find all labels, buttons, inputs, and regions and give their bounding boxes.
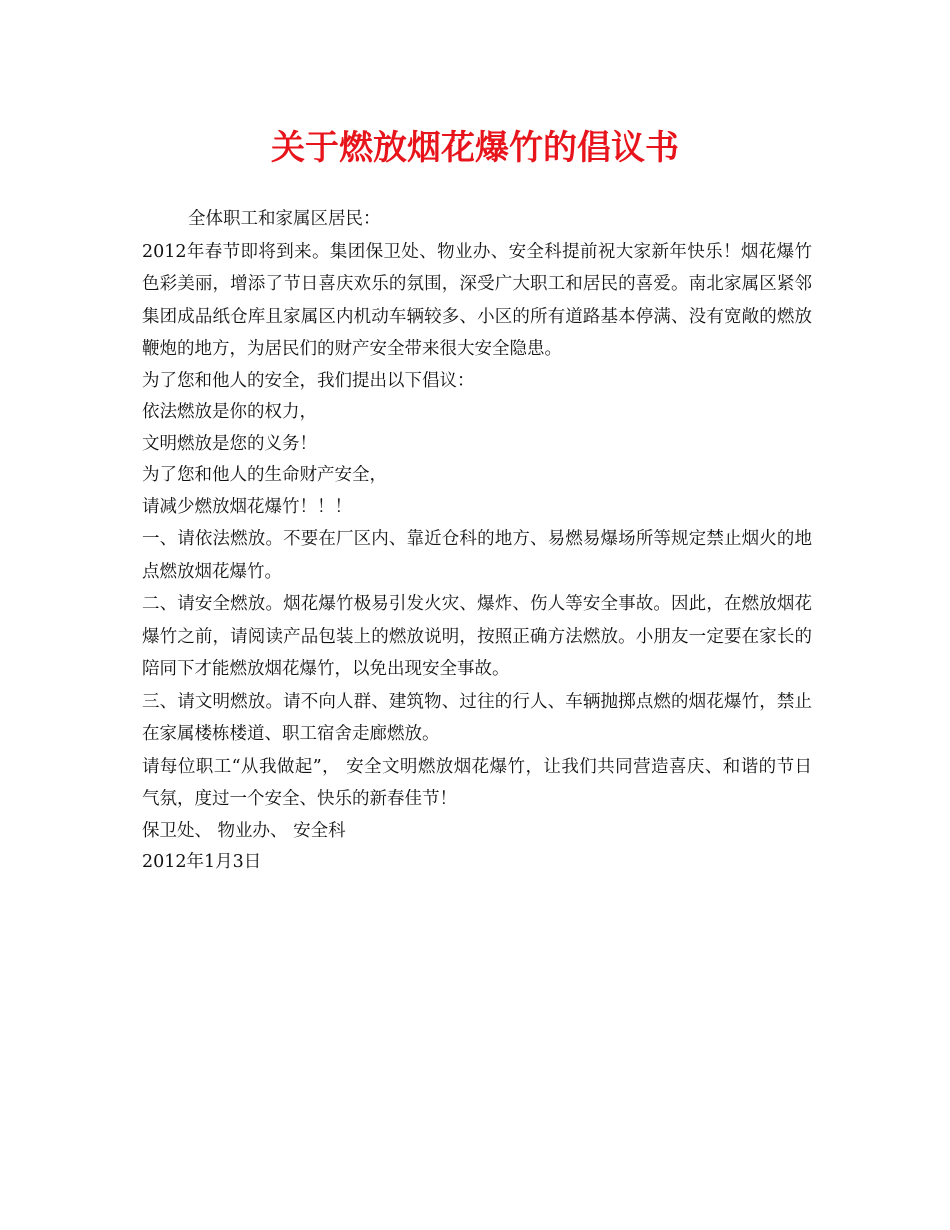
slogan-line: 文明燃放是您的义务！ <box>142 433 317 454</box>
salutation: 全体职工和家属区居民： <box>188 209 381 229</box>
proposal-item: 二、请安全燃放。烟花爆竹极易引发火灾、爆炸、伤人等安全事故。因此，在燃放烟花爆竹之前，请阅读产品包装上的燃放说明，按照正确方法燃放。小朋友一定要在家长的陪同下才能燃放烟花爆竹，以免出现安全事故。 <box>142 594 812 679</box>
proposal-lead: 为了您和他人的安全，我们提出以下倡议： <box>142 370 475 391</box>
document-title: 关于燃放烟花爆竹的倡议书 <box>271 128 679 168</box>
document-date: 2012年1月3日 <box>142 852 262 872</box>
proposal-item: 三、请文明燃放。请不向人群、建筑物、过往的行人、车辆抛掷点燃的烟花爆竹，禁止在家属楼栋楼道、职工宿舍走廊燃放。 <box>142 691 812 744</box>
slogan-line: 请减少燃放烟花爆竹！！！ <box>142 496 352 517</box>
proposal-item: 一、请依法燃放。不要在厂区内、靠近仓科的地方、易燃易爆场所等规定禁止烟火的地点燃放烟花爆竹。 <box>142 529 812 582</box>
document-body <box>142 204 812 879</box>
slogan-line: 依法燃放是你的权力， <box>142 402 317 422</box>
slogan-line: 为了您和他人的生命财产安全， <box>142 465 387 485</box>
signature: 保卫处、 物业办、 安全科 <box>142 820 346 841</box>
intro-paragraph: 2012年春节即将到来。集团保卫处、物业办、安全科提前祝大家新年快乐！烟花爆竹色彩美丽，增添了节日喜庆欢乐的氛围，深受广大职工和居民的喜爱。南北家属区紧邻集团成品纸仓库且家属区内机动车辆较多、小区的所有道路基本停满、没有宽敞的燃放鞭炮的地方，为居民们的财产安全带来很大安全隐患。 <box>142 241 812 359</box>
closing-paragraph: 请每位职工“从我做起”， 安全文明燃放烟花爆竹，让我们共同营造喜庆、和谐的节日气氛，度过一个安全、快乐的新春佳节！ <box>142 756 812 809</box>
